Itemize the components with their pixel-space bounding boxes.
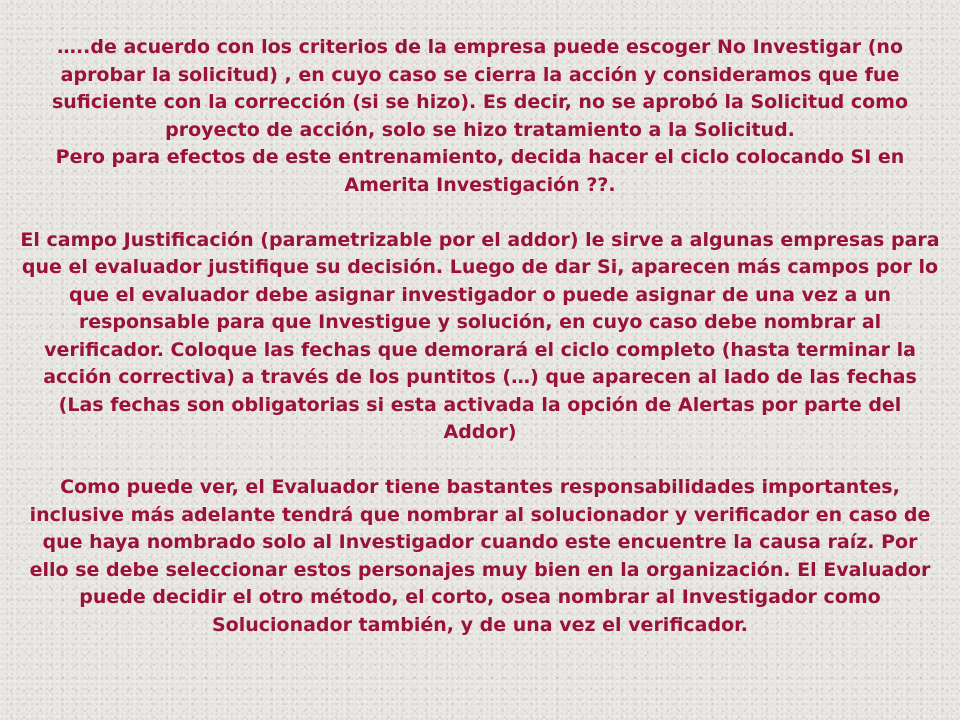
paragraph-evaluador: Como puede ver, el Evaluador tiene bastantes responsabilidades importantes, inclusive más adelante tendrá que nombrar al solucionador y verificador en caso de que haya nombrado solo al Investigador cuando este encuentre la causa raíz. Por ello se debe seleccionar estos personajes muy bien en la organización. El Evaluador puede decidir el otro método, el corto, osea nombrar al Investigador como Solucionador también, y de una vez el verificador. (29, 476, 931, 636)
paragraph-no-investigar: …..de acuerdo con los criterios de la empresa puede escoger No Investigar (no aprobar la solicitud) , en cuyo caso se cierra la acción y consideramos que fue suficiente con la corrección (si se hizo). Es decir, no se aprobó la Solicitud como proyecto de acción, solo se hizo tratamiento a la Solicitud. (51, 36, 909, 141)
paragraph-spacer (20, 199, 940, 227)
slide-body-text (20, 34, 940, 639)
paragraph-entrenamiento: Pero para efectos de este entrenamiento, decida hacer el ciclo colocando SI en Amerita Investigación ??. (55, 146, 905, 196)
paragraph-justificacion: El campo Justificación (parametrizable por el addor) le sirve a algunas empresas para que el evaluador justifique su decisión. Luego de dar Si, aparecen más campos por lo que el evaluador debe asignar investigador o puede asignar de una vez a un responsable para que Investigue y solución, en cuyo caso debe nombrar al verificador. Coloque las fechas que demorará el ciclo completo (hasta terminar la acción correctiva) a través de los puntitos (…) que aparecen al lado de las fechas (20, 228, 940, 388)
paragraph-fechas-obligatorias: (Las fechas son obligatorias si esta activada la opción de Alertas por parte del Addor) (58, 393, 902, 443)
paragraph-spacer (20, 447, 940, 475)
